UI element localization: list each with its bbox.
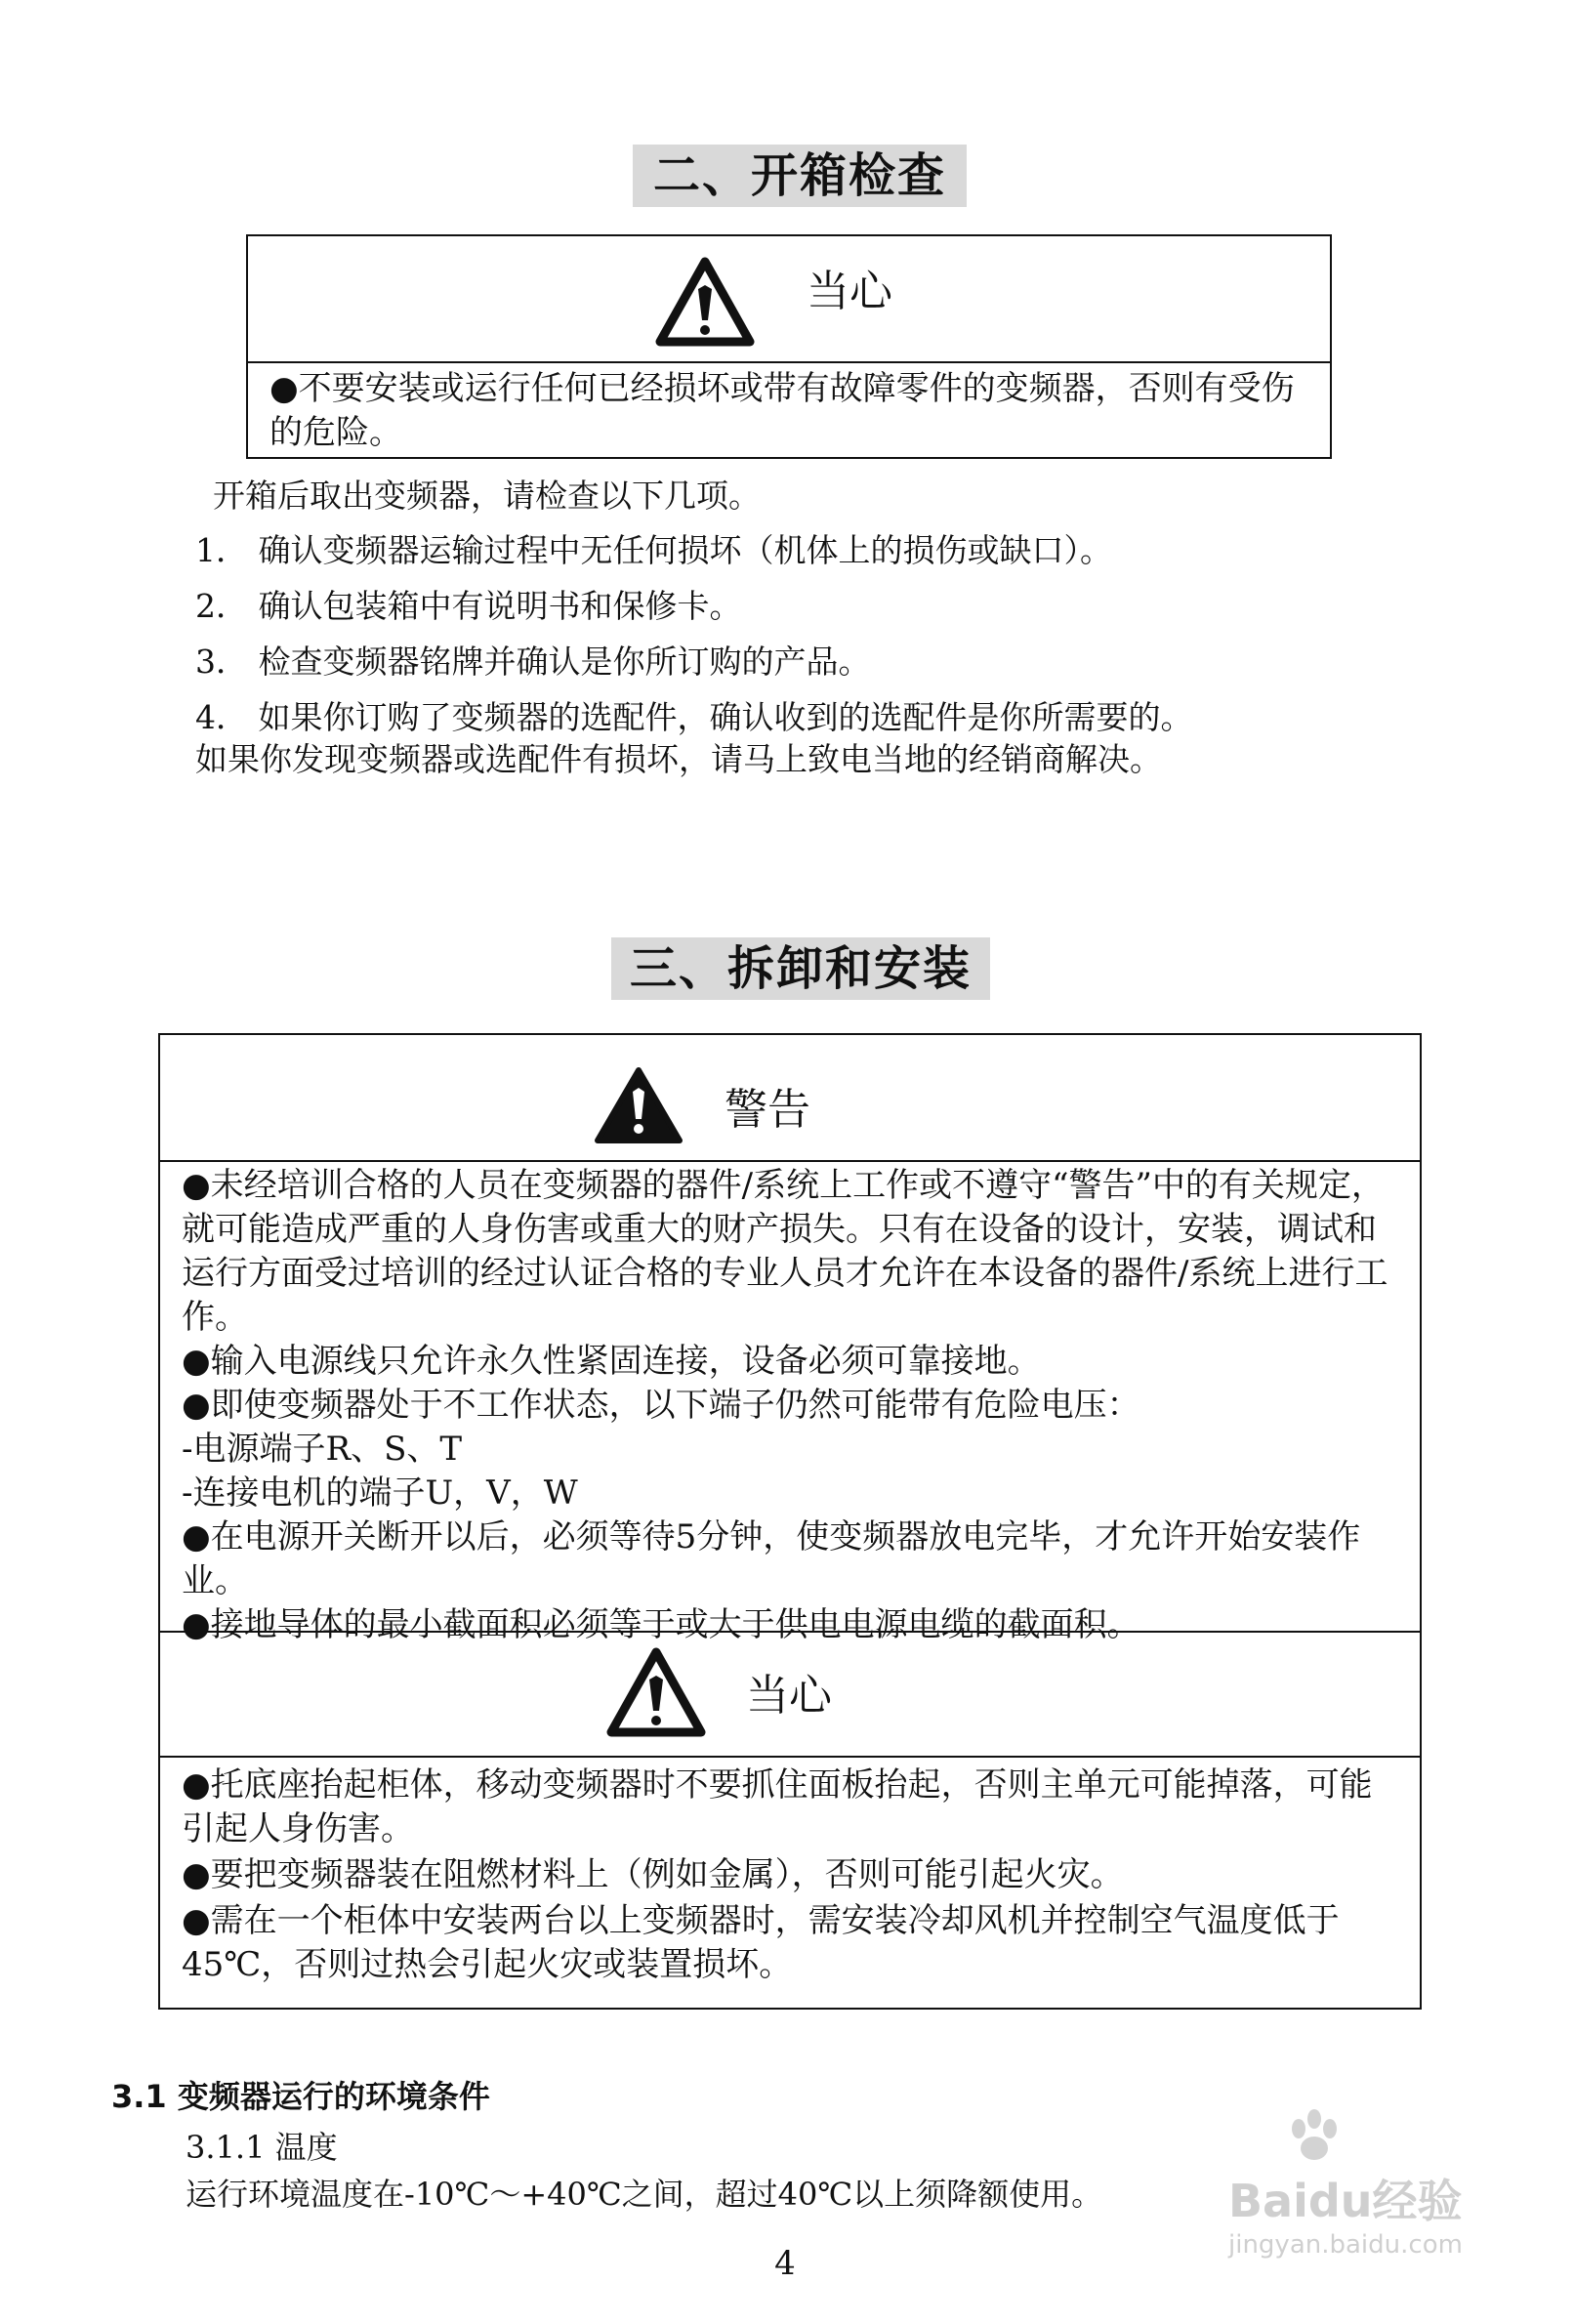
caution-text: ●不要安装或运行任何已经损坏或带有故障零件的变频器，否则有受伤的危险。 [269, 369, 1295, 452]
page-number: 4 [774, 2244, 796, 2283]
warning-box-installation [158, 1033, 1422, 2010]
warning-item: ●接地导体的最小截面积必须等于或大于供电电源电缆的截面积。 [182, 1605, 1140, 1644]
paw-icon [1285, 2109, 1344, 2164]
baidu-watermark [1228, 2109, 1521, 2275]
watermark-brand: Baidu经验 [1228, 2175, 1463, 2227]
caution-item: ●需在一个柜体中安装两台以上变频器时，需安装冷却风机并控制空气温度低于45℃，否则过热会引起火灾或装置损坏。 [182, 1901, 1340, 1984]
caution-item: ●托底座抬起柜体，移动变频器时不要抓住面板抬起，否则主单元可能掉落，可能引起人身伤害。 [182, 1765, 1373, 1848]
temperature-text: 运行环境温度在-10℃～+40℃之间，超过40℃以上须降额使用。 [186, 2176, 1103, 2213]
caution-box-2-header [160, 1633, 1420, 1758]
caution-title-2: 当心 [746, 1671, 832, 1721]
warning-list [160, 1162, 1420, 1644]
warning-item: -电源端子R、S、T [182, 1430, 463, 1469]
section-2-heading: 二、开箱检查 [633, 145, 967, 207]
warning-item: ●输入电源线只允许永久性紧固连接，设备必须可靠接地。 [182, 1342, 1041, 1381]
checklist [195, 525, 1193, 748]
checklist-item: 3． 检查变频器铭牌并确认是你所订购的产品。 [195, 643, 871, 681]
subsection-title: 3.1 变频器运行的环境条件 [111, 2078, 490, 2115]
warning-triangle-icon [594, 1066, 683, 1146]
checklist-item: 2． 确认包装箱中有说明书和保修卡。 [195, 587, 742, 625]
caution-box-header [248, 236, 1330, 363]
caution-triangle-icon [605, 1646, 707, 1740]
caution-item: ●要把变频器装在阻燃材料上（例如金属），否则可能引起火灾。 [182, 1855, 1124, 1894]
section-3-heading: 三、拆卸和安装 [611, 937, 990, 1000]
warning-title: 警告 [725, 1085, 810, 1135]
caution-box-unpacking [246, 234, 1332, 459]
caution-list [160, 1758, 1420, 1987]
warning-item: -连接电机的端子U，V，W [182, 1473, 578, 1513]
caution-triangle-icon [654, 256, 756, 350]
checklist-item: 1． 确认变频器运输过程中无任何损坏（机体上的损伤或缺口）。 [195, 531, 1112, 569]
watermark-url: jingyan.baidu.com [1228, 2230, 1463, 2260]
closing-text: 如果你发现变频器或选配件有损坏，请马上致电当地的经销商解决。 [195, 740, 1162, 778]
warning-box-header [160, 1035, 1420, 1162]
caution-title: 当心 [807, 267, 892, 316]
checklist-item: 4． 如果你订购了变频器的选配件，确认收到的选配件是你所需要的。 [195, 698, 1193, 736]
warning-item: ●未经培训合格的人员在变频器的器件/系统上工作或不遵守“警告”中的有关规定，就可能造成严重的人身伤害或重大的财产损失。只有在设备的设计，安装，调试和运行方面受过培训的经过认证合格的专业人员才允许在本设备的器件/系统上进行工作。 [182, 1166, 1388, 1337]
warning-item: ●在电源开关断开以后，必须等待5分钟，使变频器放电完毕，才允许开始安装作业。 [182, 1517, 1361, 1600]
intro-text: 开箱后取出变频器，请检查以下几项。 [213, 477, 761, 515]
warning-item: ●即使变频器处于不工作状态，以下端子仍然可能带有危险电压： [182, 1386, 1140, 1425]
subsubsection-title: 3.1.1 温度 [186, 2129, 338, 2166]
